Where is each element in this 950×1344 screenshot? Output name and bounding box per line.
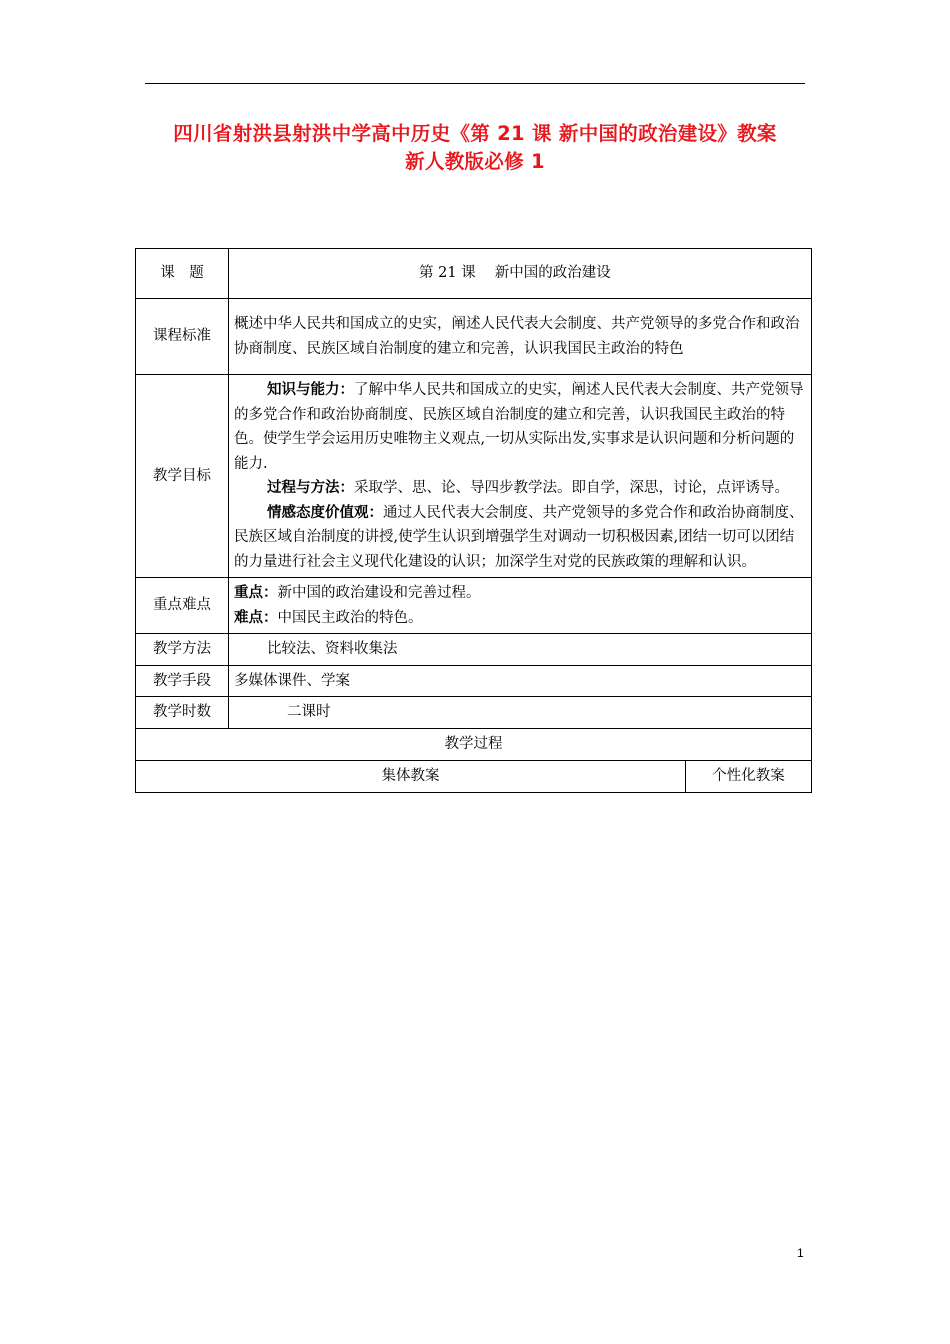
goal-process (234, 476, 806, 501)
keypoint-label: 重点难点 (136, 578, 229, 634)
goal-emotion-text: 通过人民代表大会制度、共产党领导的多党合作和政治协商制度、民族区域自治制度的讲授,使学生认识到增强学生对调动一切积极因素,团结一切可以团结的力量进行社会主义现代化建设的认识；加深学生对党的民族政策的理解和认识。 (234, 504, 804, 570)
method-value: 比较法、资料收集法 (229, 634, 812, 666)
row-process (136, 728, 812, 760)
goal-process-head: 过程与方法： (267, 479, 354, 496)
page-number: 1 (797, 1246, 804, 1260)
row-plan-columns (136, 760, 812, 792)
keypoint-text: 新中国的政治建设和完善过程。 (277, 585, 481, 601)
method-label: 教学方法 (136, 634, 229, 666)
goal-emotion (234, 501, 806, 575)
keypoint-head: 重点： (234, 584, 278, 601)
topic-label: 课 题 (136, 249, 229, 299)
goal-process-text: 采取学、思、论、导四步教学法。即自学，深思，讨论，点评诱导。 (354, 480, 789, 496)
personal-plan-label: 个性化教案 (686, 760, 812, 792)
means-label: 教学手段 (136, 665, 229, 697)
means-value: 多媒体课件、学案 (229, 665, 812, 697)
row-goals (136, 375, 812, 578)
keypoint-line (234, 581, 806, 606)
collective-plan-label: 集体教案 (136, 760, 686, 792)
topic-value: 第 21 课 新中国的政治建设 (229, 249, 812, 299)
standard-label: 课程标准 (136, 299, 229, 375)
goal-knowledge (234, 378, 806, 476)
process-label: 教学过程 (136, 728, 812, 760)
difficulty-line (234, 606, 806, 631)
goal-knowledge-head: 知识与能力： (267, 381, 354, 398)
title-line-1: 四川省射洪县射洪中学高中历史《第 21 课 新中国的政治建设》教案 (173, 122, 777, 145)
difficulty-head: 难点： (234, 608, 278, 626)
row-keypoints (136, 578, 812, 634)
row-standard (136, 299, 812, 375)
difficulty-text: 中国民主政治的特色。 (277, 609, 423, 626)
goal-label: 教学目标 (136, 375, 229, 578)
title-line-2: 新人教版必修 1 (405, 150, 545, 173)
row-hours (136, 697, 812, 729)
goal-emotion-head: 情感态度价值观： (267, 503, 383, 521)
document-title (60, 120, 890, 176)
header-rule (145, 83, 805, 84)
standard-value: 概述中华人民共和国成立的史实，阐述人民代表大会制度、共产党领导的多党合作和政治协商制度、民族区域自治制度的建立和完善，认识我国民主政治的特色 (229, 299, 812, 375)
goal-content (229, 375, 812, 578)
lesson-plan-table (135, 248, 812, 793)
row-means (136, 665, 812, 697)
row-method (136, 634, 812, 666)
hours-value: 二课时 (229, 697, 812, 729)
row-topic (136, 249, 812, 299)
hours-label: 教学时数 (136, 697, 229, 729)
goal-knowledge-text: 了解中华人民共和国成立的史实，阐述人民代表大会制度、共产党领导的多党合作和政治协商制度、民族区域自治制度的建立和完善，认识我国民主政治的特色。使学生学会运用历史唯物主义观点,一切从实际出发,实事求是认识问题和分析问题的能力. (234, 382, 804, 472)
keypoint-content (229, 578, 812, 634)
